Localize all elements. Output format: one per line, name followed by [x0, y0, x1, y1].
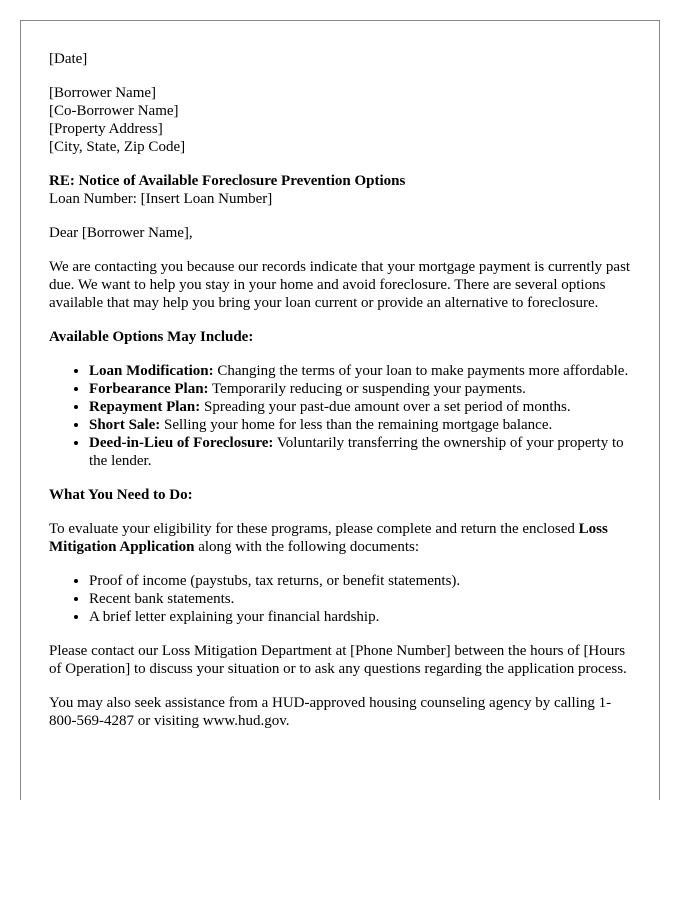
document-item: • Recent bank statements. [89, 590, 631, 608]
options-heading: Available Options May Include: [49, 329, 254, 345]
option-item [89, 416, 631, 434]
todo-heading: What You Need to Do: [49, 487, 193, 503]
option-description: Selling your home for less than the remaining mortgage balance. [160, 417, 553, 433]
loan-number: Loan Number: [Insert Loan Number] [49, 191, 273, 207]
subject-block [49, 172, 631, 208]
todo-text-before: To evaluate your eligibility for these programs, please complete and return the enclosed [49, 521, 579, 537]
option-description: Voluntarily transferring the ownership of your property to the lender. [89, 435, 624, 469]
re-line: RE: Notice of Available Foreclosure Prevention Options [49, 173, 406, 189]
letter-page [20, 20, 660, 800]
option-description: Changing the terms of your loan to make payments more affordable. [213, 363, 629, 379]
option-term: Forbearance Plan: [89, 381, 209, 397]
borrower-name: [Borrower Name] [49, 85, 157, 101]
documents-list [49, 572, 631, 626]
recipient-address [49, 84, 631, 156]
option-term: Short Sale: [89, 417, 161, 433]
option-item [89, 398, 631, 416]
option-term: Deed-in-Lieu of Foreclosure: [89, 435, 274, 451]
salutation: Dear [Borrower Name], [49, 225, 193, 241]
hud-paragraph: You may also seek assistance from a HUD-approved housing counseling agency by calling 1-800-569-4287 or visiting www.hud.gov. [49, 695, 612, 729]
todo-text-after: along with the following documents: [194, 539, 419, 555]
letter-date: [Date] [49, 51, 88, 67]
option-description: Spreading your past-due amount over a set period of months. [200, 399, 571, 415]
options-list [49, 362, 631, 470]
application-name: Loss Mitigation Application [49, 521, 608, 555]
option-item [89, 380, 631, 398]
option-item [89, 434, 631, 470]
todo-paragraph [49, 520, 631, 556]
option-term: Loan Modification: [89, 363, 214, 379]
document-item: • A brief letter explaining your financial hardship. [89, 608, 631, 626]
contact-paragraph: Please contact our Loss Mitigation Department at [Phone Number] between the hours of [Hours of Operation] to discuss your situation or to ask any questions regarding the application process. [49, 643, 627, 677]
city-state-zip: [City, State, Zip Code] [49, 139, 186, 155]
property-address: [Property Address] [49, 121, 163, 137]
document-item: • Proof of income (paystubs, tax returns, or benefit statements). [89, 572, 631, 590]
co-borrower-name: [Co-Borrower Name] [49, 103, 179, 119]
option-description: Temporarily reducing or suspending your payments. [208, 381, 526, 397]
option-term: Repayment Plan: [89, 399, 201, 415]
intro-paragraph: We are contacting you because our records indicate that your mortgage payment is currently past due. We want to help you stay in your home and avoid foreclosure. There are several options available that may help you bring your loan current or provide an alternative to foreclosure. [49, 259, 631, 311]
option-item [89, 362, 631, 380]
